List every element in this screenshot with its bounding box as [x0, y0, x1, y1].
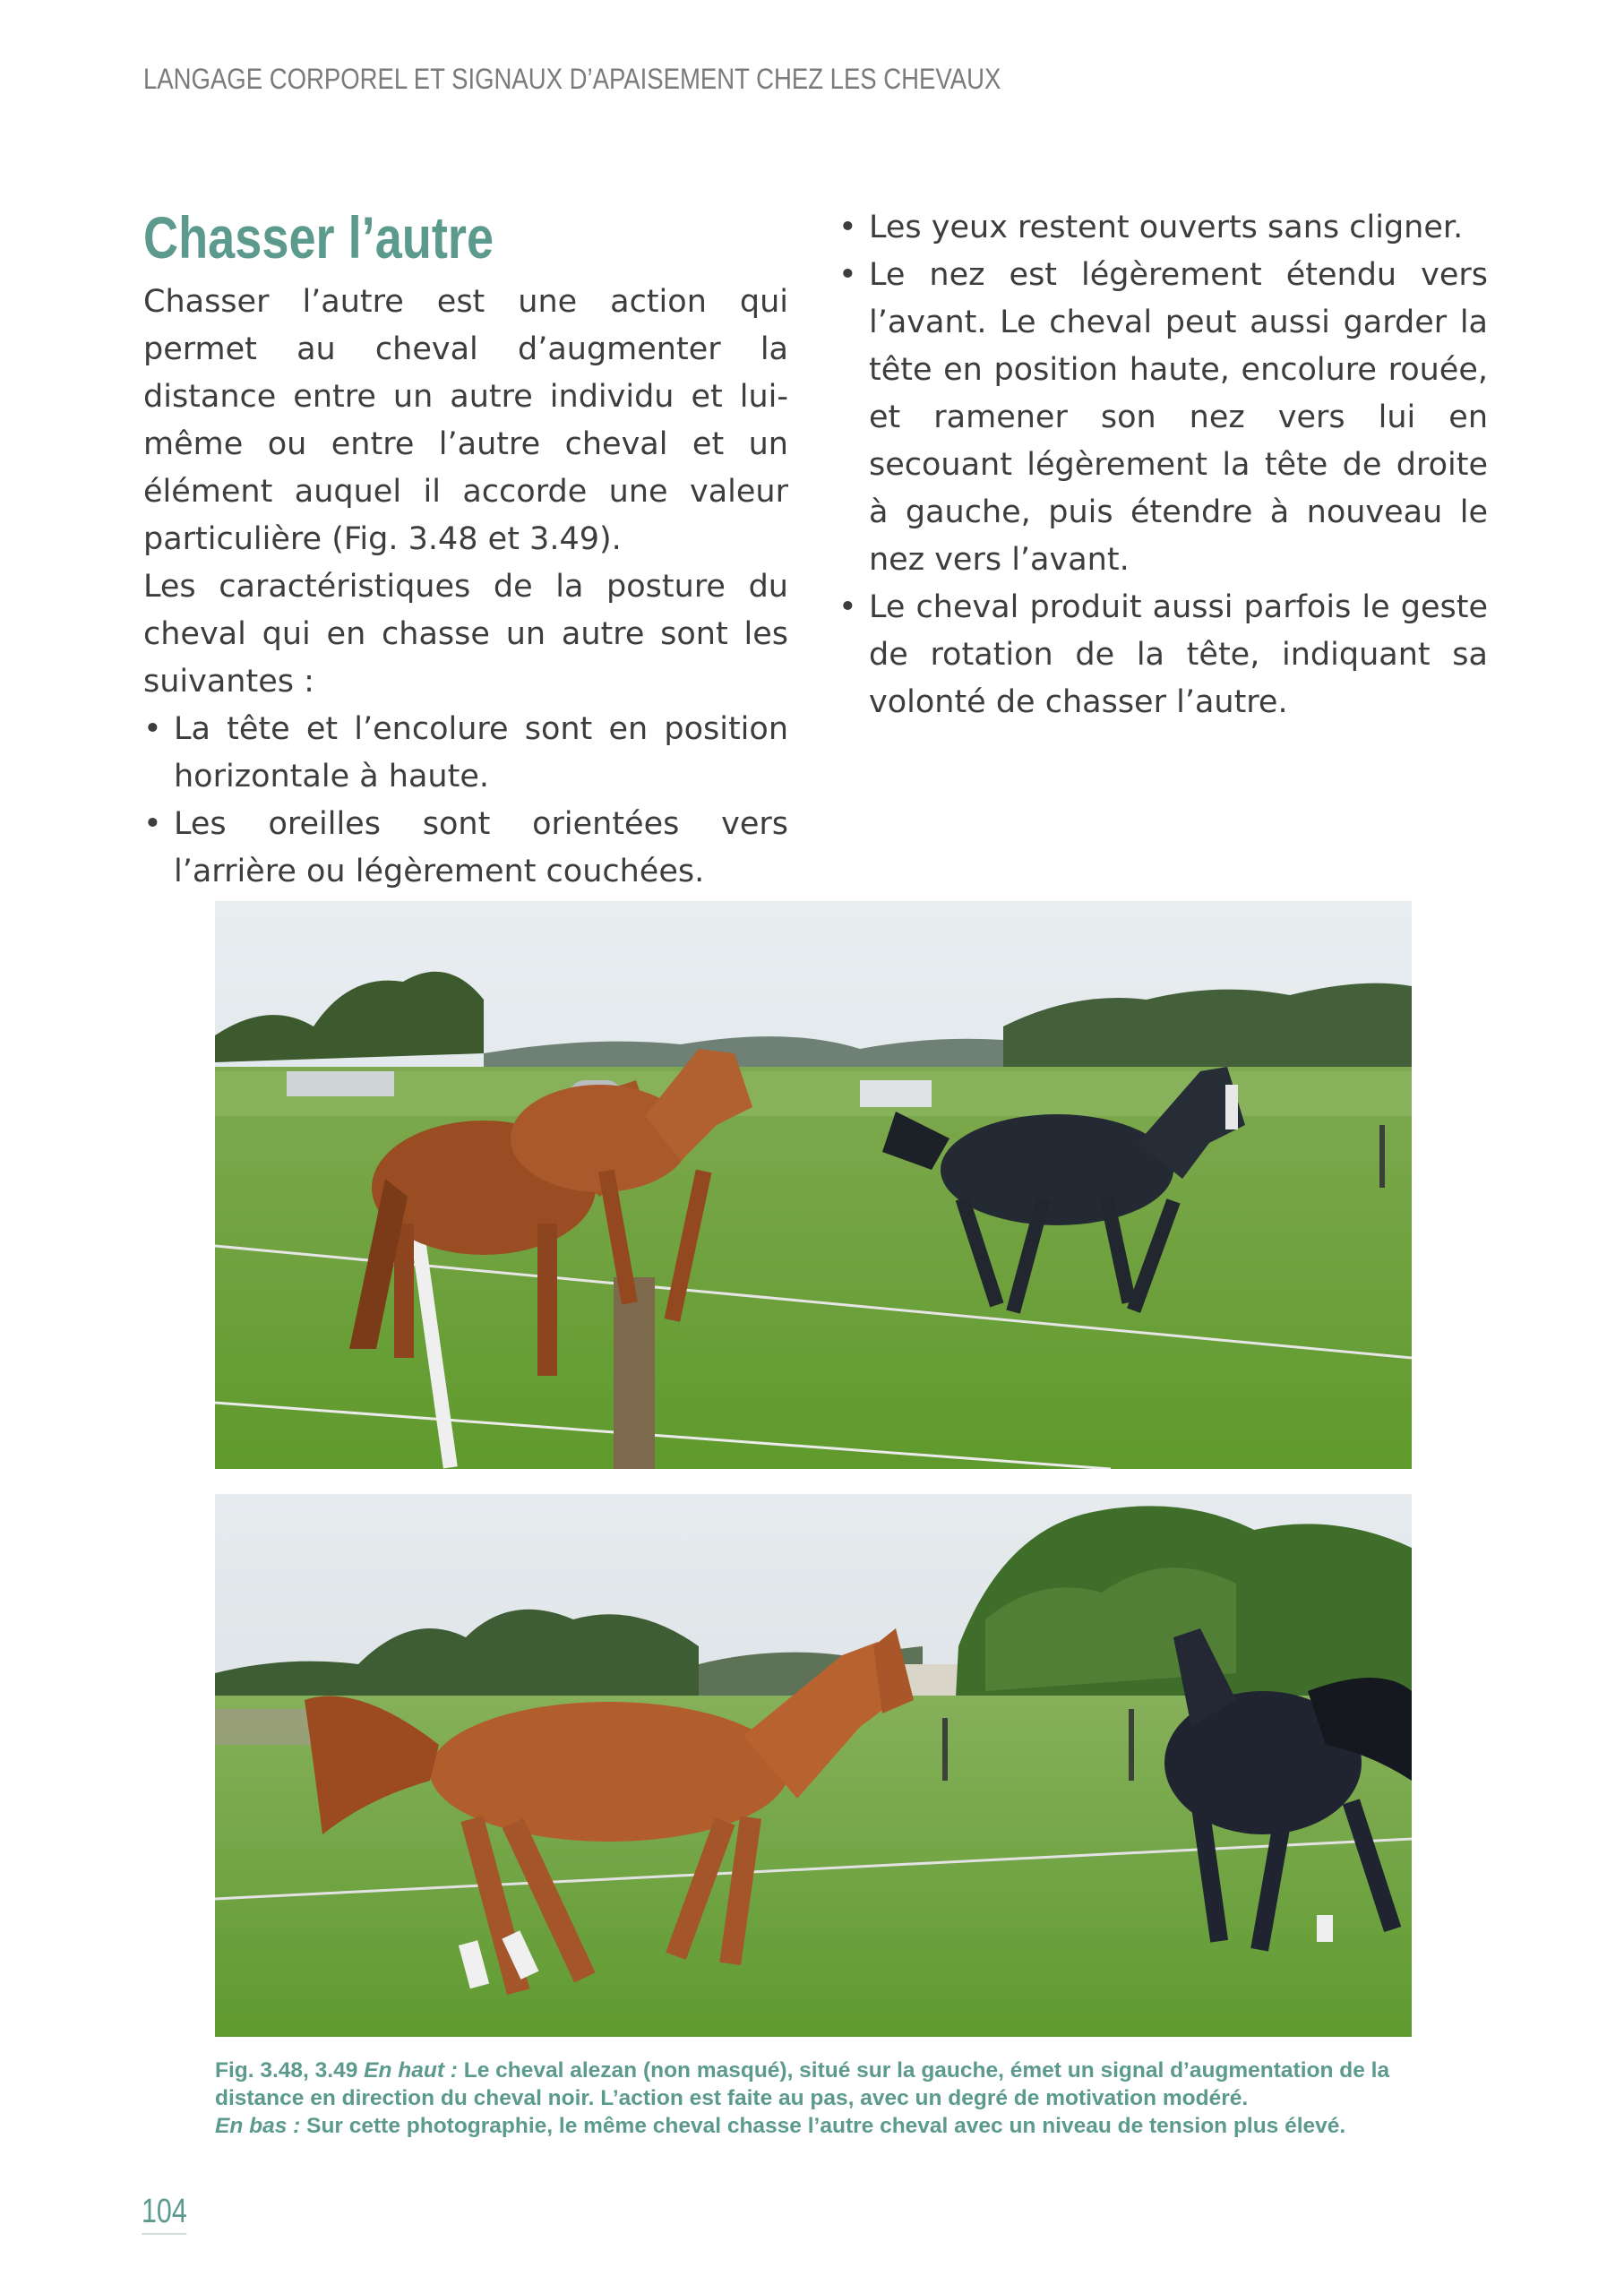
lead-paragraph: Les caractéristiques de la posture du cheval qui en chasse un autre sont les suivantes : — [143, 569, 788, 700]
bullet-icon: • — [838, 210, 857, 245]
caption-top-text: Le cheval alezan (non masqué), situé sur la gauche, émet un signal d’augmentation de la distance en direction du cheval noir. L’action est faite au pas, avec un degré de motivation modéré. — [215, 2058, 1390, 2110]
photo-top-horses — [215, 901, 1412, 1469]
running-header: LANGAGE CORPOREL ET SIGNAUX D’APAISEMENT CHEZ LES CHEVAUX — [143, 63, 1001, 95]
list-item — [838, 252, 1488, 584]
bullet-list-left — [143, 706, 788, 896]
list-item — [143, 706, 788, 801]
caption-bottom-label: En bas : — [215, 2114, 301, 2138]
bullet-icon: • — [143, 806, 162, 842]
list-item-text: Les oreilles sont orientées vers l’arrière ou légèrement couchées. — [174, 806, 788, 889]
bullet-icon: • — [838, 589, 857, 625]
list-item-text: La tête et l’encolure sont en position horizontale à haute. — [174, 711, 788, 794]
page-number: 104 — [142, 2193, 187, 2235]
caption-top-label: En haut : — [364, 2058, 458, 2083]
left-column — [143, 202, 788, 896]
photo-bottom-horses — [215, 1494, 1412, 2037]
right-column — [838, 204, 1488, 726]
intro-paragraph: Chasser l’autre est une action qui permet au cheval d’augmenter la distance entre un autre individu et lui-même ou entre l’autre cheval et un élément auquel il accorde une valeur particulière (Fig. 3.48 et 3.49). — [143, 284, 788, 557]
bullet-list-right — [838, 204, 1488, 726]
list-item — [838, 584, 1488, 726]
list-item-text: Le cheval produit aussi parfois le geste de rotation de la tête, indiquant sa volonté de chasser l’autre. — [869, 589, 1488, 720]
list-item-text: Les yeux restent ouverts sans cligner. — [869, 210, 1464, 245]
caption-fig-ref: Fig. 3.48, 3.49 — [215, 2058, 358, 2083]
section-title: Chasser l’autre — [143, 204, 494, 271]
figure-caption — [215, 2057, 1415, 2140]
bullet-icon: • — [838, 257, 857, 293]
list-item — [143, 801, 788, 896]
list-item-text: Le nez est légèrement étendu vers l’avant. Le cheval peut aussi garder la tête en position haute, encolure rouée, et ramener son nez vers lui en secouant légèrement la tête de droite à gauche, puis étendre à nouveau le nez vers l’avant. — [869, 257, 1488, 578]
bullet-icon: • — [143, 711, 162, 747]
list-item — [838, 204, 1488, 252]
caption-bottom-text: Sur cette photographie, le même cheval chasse l’autre cheval avec un niveau de tension plus élevé. — [306, 2114, 1346, 2138]
